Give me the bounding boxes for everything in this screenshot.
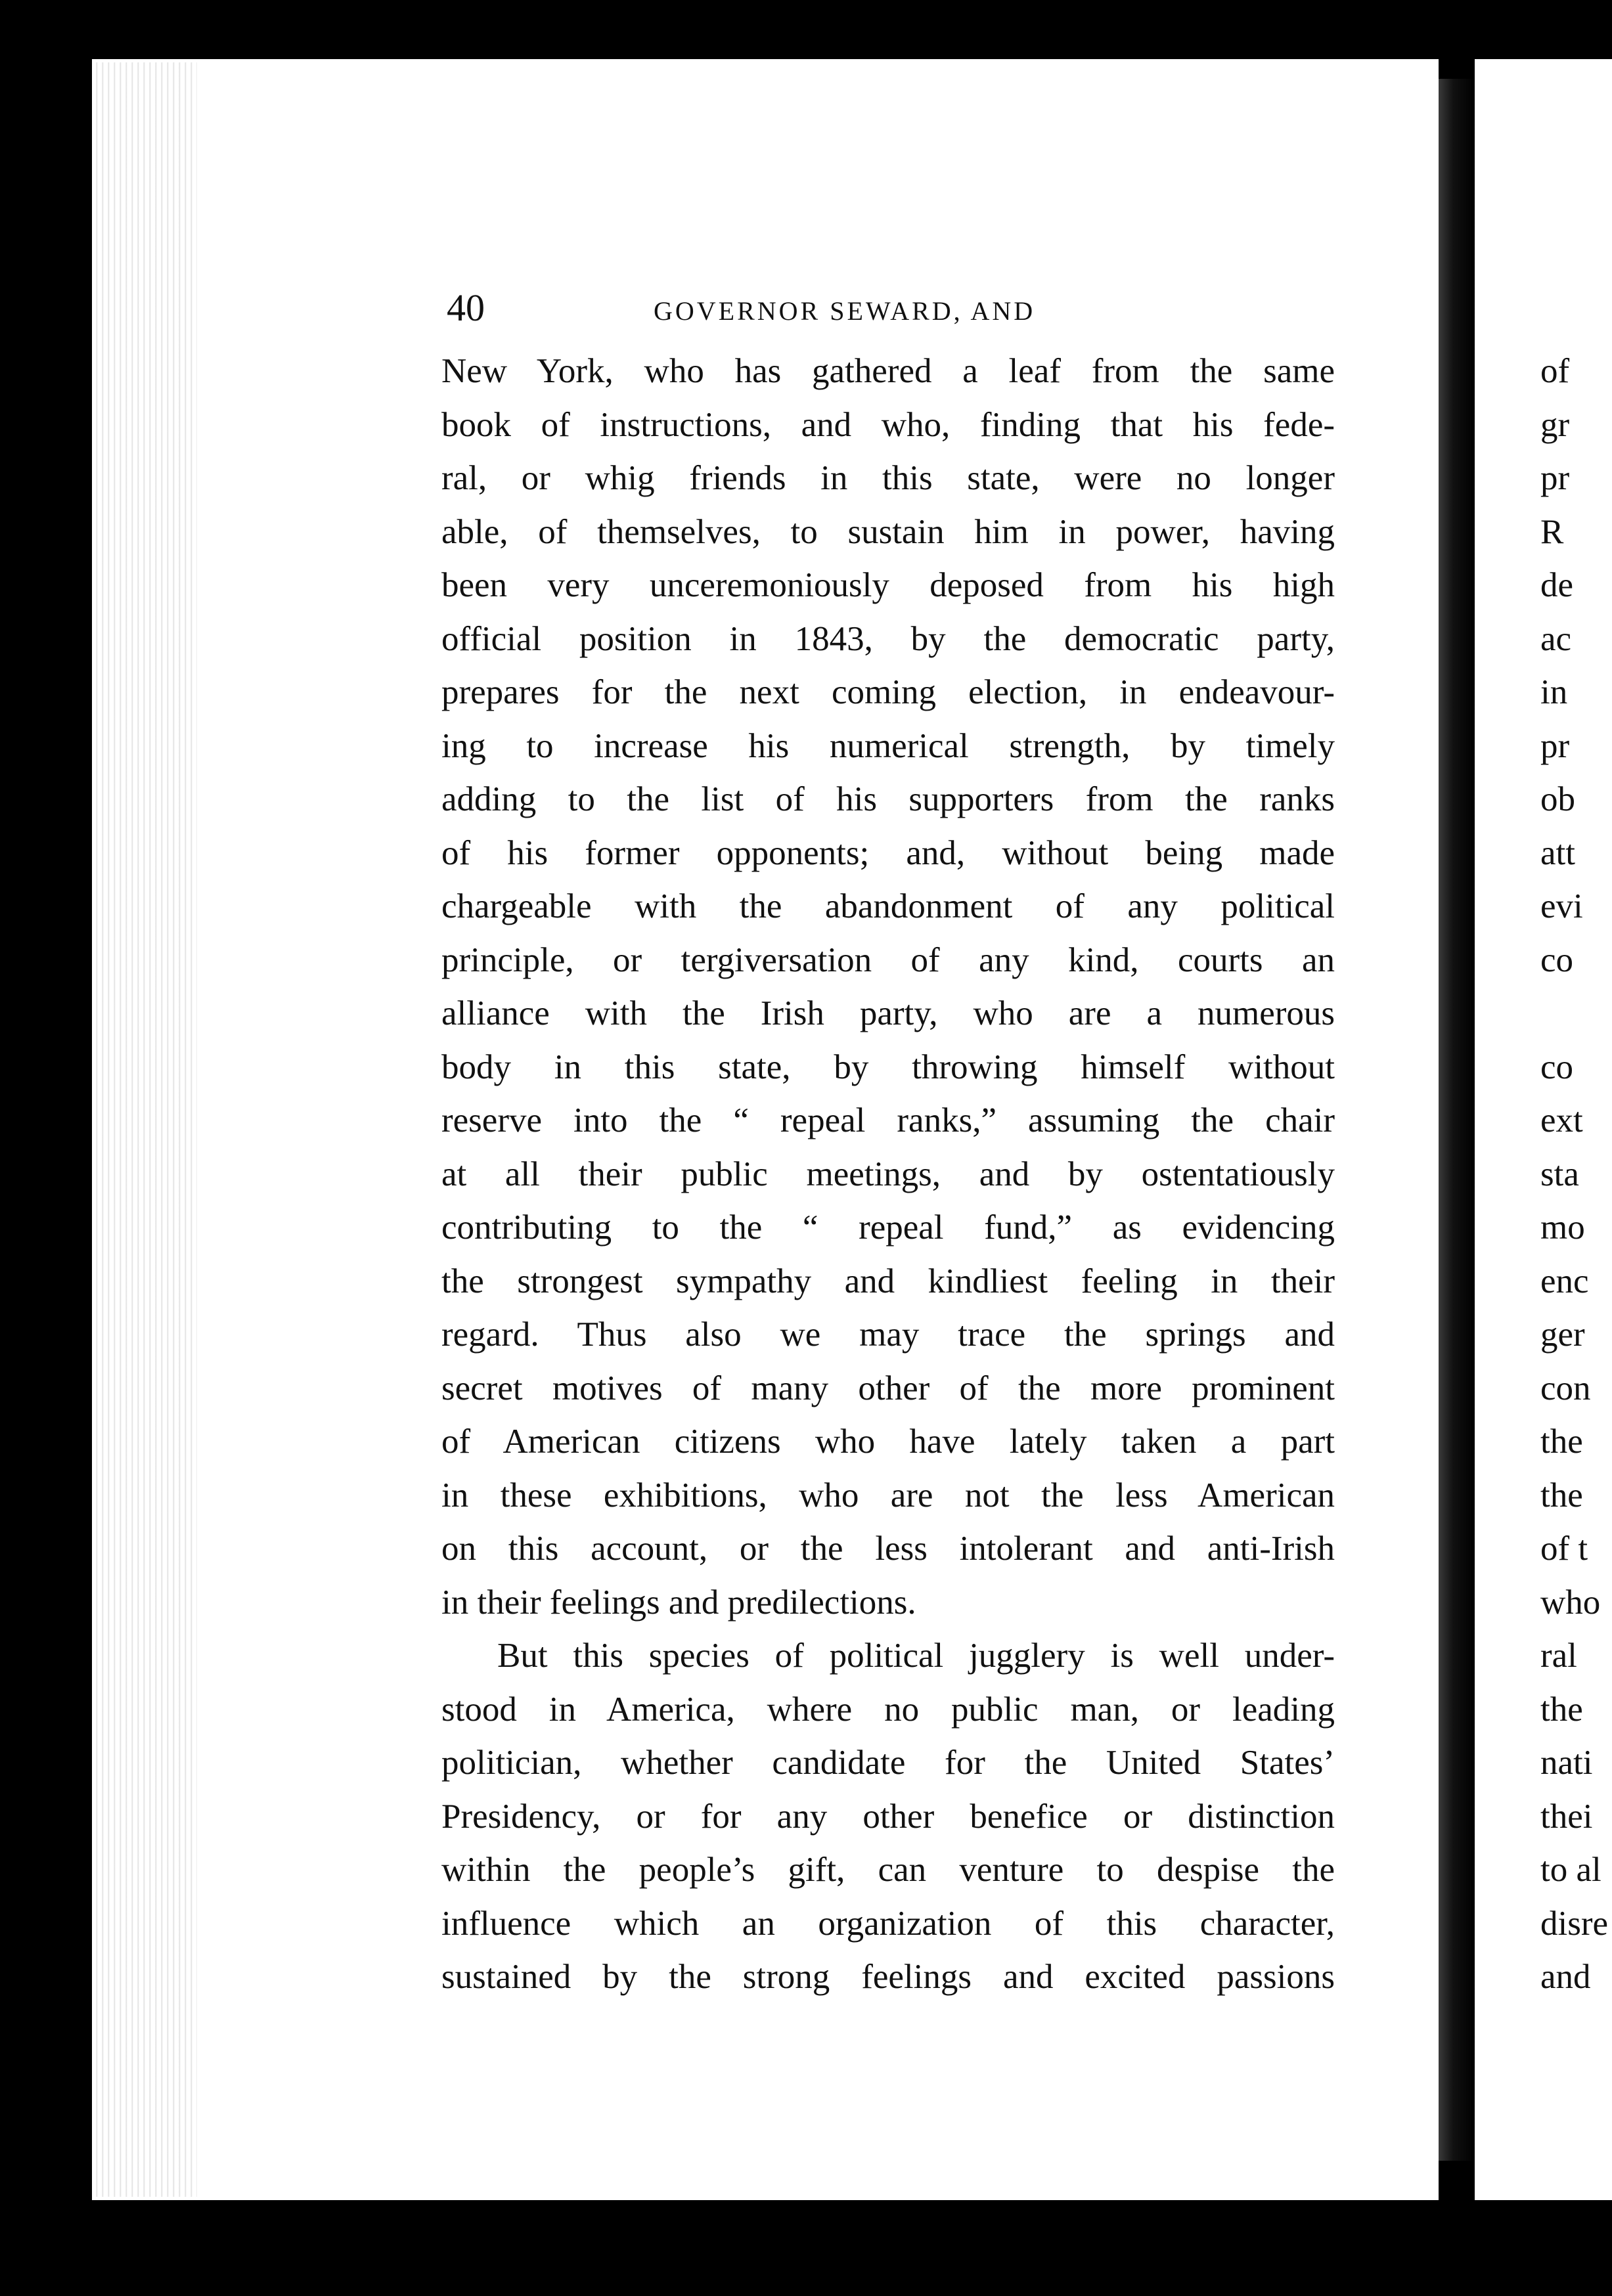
fragment: nati bbox=[1540, 1744, 1593, 1782]
text-line: chargeable with the abandonment of any political bbox=[441, 887, 1335, 925]
page-number: 40 bbox=[447, 286, 485, 329]
fragment: mo bbox=[1540, 1208, 1585, 1247]
fragment: and bbox=[1540, 1958, 1591, 1996]
fragment: enc bbox=[1540, 1262, 1589, 1300]
text-line: regard. Thus also we may trace the springs and bbox=[441, 1315, 1335, 1354]
text-line: book of instructions, and who, finding that his fede- bbox=[441, 405, 1335, 444]
fragment: ob bbox=[1540, 780, 1575, 818]
text-line: on this account, or the less intolerant and anti-Irish bbox=[441, 1530, 1335, 1568]
text-line: body in this state, by throwing himself without bbox=[441, 1048, 1335, 1086]
text-line: ral, or whig friends in this state, were no longer bbox=[441, 459, 1335, 497]
fragment: att bbox=[1540, 833, 1575, 872]
fragment: co bbox=[1540, 940, 1574, 979]
body-text bbox=[441, 345, 1335, 2004]
text-line: at all their public meetings, and by ostentatiously bbox=[441, 1155, 1335, 1193]
text-line: in their feelings and predilections. bbox=[441, 1583, 916, 1622]
text-line: alliance with the Irish party, who are a numerous bbox=[441, 994, 1335, 1032]
fragment bbox=[1540, 987, 1608, 1041]
text-line: politician, whether candidate for the United States’ bbox=[441, 1744, 1335, 1782]
text-line: prepares for the next coming election, in endeavour- bbox=[441, 673, 1335, 711]
text-line: secret motives of many other of the more prominent bbox=[441, 1369, 1335, 1407]
fragment: pr bbox=[1540, 726, 1570, 765]
text-line: within the people’s gift, can venture to despise the bbox=[441, 1851, 1335, 1889]
fragment: who bbox=[1540, 1583, 1601, 1622]
running-head: GOVERNOR SEWARD, AND bbox=[654, 296, 1036, 326]
fragment: pr bbox=[1540, 459, 1570, 497]
fragment: de bbox=[1540, 566, 1574, 604]
text-line: reserve into the “ repeal ranks,” assuming the chair bbox=[441, 1101, 1335, 1139]
page-edges bbox=[92, 62, 197, 2197]
fragment: gr bbox=[1540, 405, 1570, 444]
fragment: evi bbox=[1540, 887, 1583, 925]
fragment: con bbox=[1540, 1369, 1591, 1407]
facing-page-fragments bbox=[1540, 345, 1608, 2004]
fragment: ral bbox=[1540, 1637, 1577, 1675]
fragment: in bbox=[1540, 673, 1568, 711]
text-line: official position in 1843, by the democratic party, bbox=[441, 619, 1335, 658]
text-line: But this species of political jugglery is well under- bbox=[497, 1637, 1335, 1675]
book-gutter bbox=[1439, 79, 1475, 2161]
text-line: New York, who has gathered a leaf from the same bbox=[441, 352, 1335, 390]
fragment: ger bbox=[1540, 1315, 1585, 1354]
fragment: the bbox=[1540, 1690, 1583, 1729]
fragment: co bbox=[1540, 1048, 1574, 1086]
text-line: of his former opponents; and, without being made bbox=[441, 833, 1335, 872]
fragment: the bbox=[1540, 1476, 1583, 1514]
fragment: ext bbox=[1540, 1101, 1583, 1139]
fragment: the bbox=[1540, 1423, 1583, 1461]
text-line: sustained by the strong feelings and excited passions bbox=[441, 1958, 1335, 1996]
text-line: principle, or tergiversation of any kind, courts an bbox=[441, 940, 1335, 979]
fragment: R bbox=[1540, 512, 1564, 551]
text-line: adding to the list of his supporters from the ranks bbox=[441, 780, 1335, 818]
text-line: in these exhibitions, who are not the less American bbox=[441, 1476, 1335, 1514]
fragment: ac bbox=[1540, 619, 1572, 658]
text-line: contributing to the “ repeal fund,” as evidencing bbox=[441, 1208, 1335, 1247]
fragment: of bbox=[1540, 352, 1570, 390]
fragment: thei bbox=[1540, 1797, 1593, 1836]
text-line: Presidency, or for any other benefice or distinction bbox=[441, 1797, 1335, 1836]
fragment: sta bbox=[1540, 1155, 1579, 1193]
text-line: able, of themselves, to sustain him in power, having bbox=[441, 512, 1335, 551]
text-line: stood in America, where no public man, or leading bbox=[441, 1690, 1335, 1729]
text-line: of American citizens who have lately taken a part bbox=[441, 1423, 1335, 1461]
text-line: been very unceremoniously deposed from his high bbox=[441, 566, 1335, 604]
text-line: the strongest sympathy and kindliest feeling in their bbox=[441, 1262, 1335, 1300]
text-line: influence which an organization of this character, bbox=[441, 1904, 1335, 1943]
text-line: ing to increase his numerical strength, by timely bbox=[441, 726, 1335, 765]
fragment: to al bbox=[1540, 1851, 1601, 1889]
fragment: disre bbox=[1540, 1904, 1609, 1943]
fragment: of t bbox=[1540, 1530, 1588, 1568]
